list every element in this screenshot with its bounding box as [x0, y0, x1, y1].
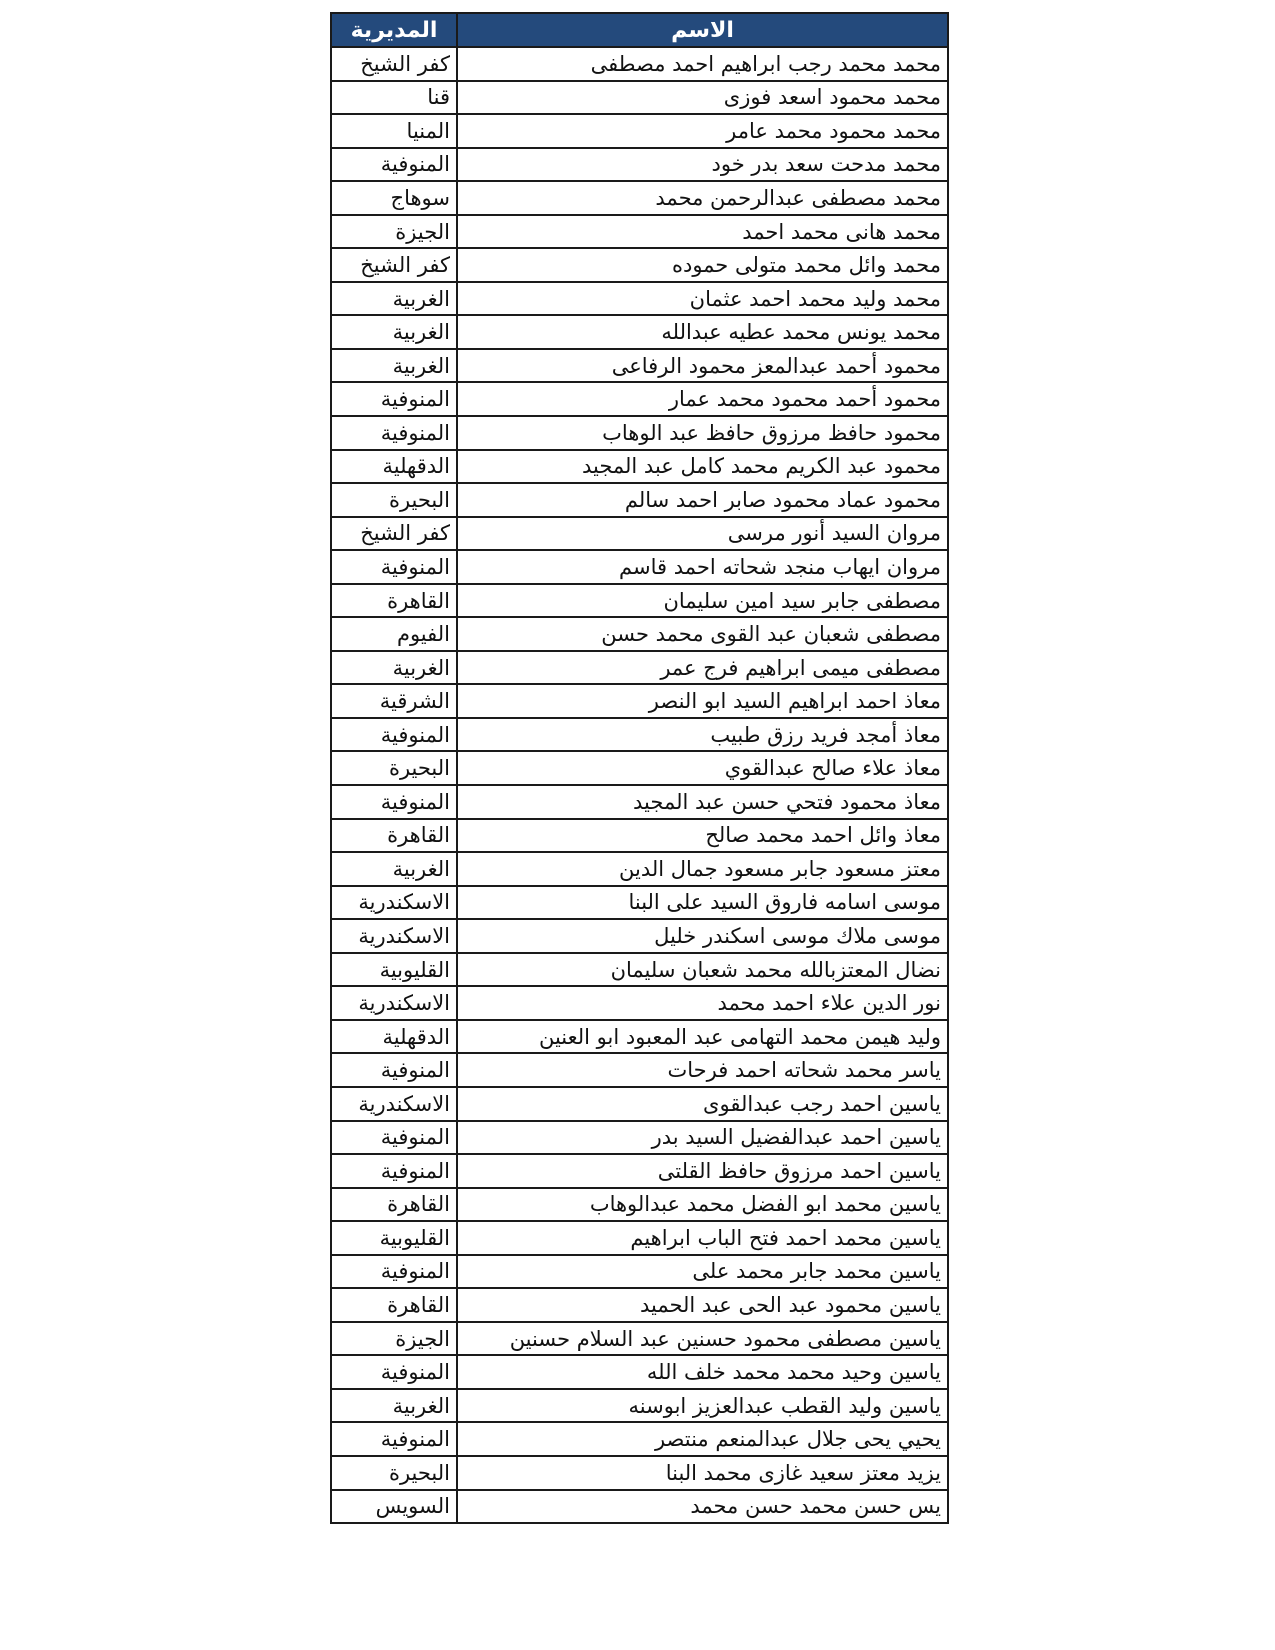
name-cell: ياسين احمد مرزوق حافظ القلتى [457, 1154, 948, 1188]
table-row [331, 550, 948, 584]
name-cell: مصطفى جابر سيد امين سليمان [457, 584, 948, 618]
table-row [331, 114, 948, 148]
governorate-cell: الغربية [331, 349, 457, 383]
governorate-cell: المنوفية [331, 1355, 457, 1389]
governorate-cell: الاسكندرية [331, 986, 457, 1020]
governorate-cell: السويس [331, 1490, 457, 1524]
name-cell: محمد وليد محمد احمد عثمان [457, 282, 948, 316]
governorate-cell: الاسكندرية [331, 886, 457, 920]
governorate-cell: المنوفية [331, 382, 457, 416]
table-row [331, 886, 948, 920]
table-row [331, 617, 948, 651]
table-row [331, 1355, 948, 1389]
governorate-cell: الدقهلية [331, 1020, 457, 1054]
governorate-cell: الفيوم [331, 617, 457, 651]
table-row [331, 248, 948, 282]
governorate-cell: المنوفية [331, 550, 457, 584]
governorate-cell: الغربية [331, 651, 457, 685]
name-cell: ياسين محمد ابو الفضل محمد عبدالوهاب [457, 1188, 948, 1222]
name-cell: مصطفى ميمى ابراهيم فرج عمر [457, 651, 948, 685]
table-row [331, 215, 948, 249]
table-row [331, 953, 948, 987]
table-row [331, 1389, 948, 1423]
name-cell: محمود أحمد محمود محمد عمار [457, 382, 948, 416]
governorate-cell: البحيرة [331, 1456, 457, 1490]
name-cell: ياسين وليد القطب عبدالعزيز ابوسنه [457, 1389, 948, 1423]
name-cell: محمود حافظ مرزوق حافظ عبد الوهاب [457, 416, 948, 450]
table-row [331, 852, 948, 886]
name-cell: محمد مدحت سعد بدر خود [457, 148, 948, 182]
governorate-cell: المنوفية [331, 1121, 457, 1155]
governorate-cell: سوهاج [331, 181, 457, 215]
table-row [331, 47, 948, 81]
table-row [331, 517, 948, 551]
name-cell: يس حسن محمد حسن محمد [457, 1490, 948, 1524]
name-cell: ياسين احمد رجب عبدالقوى [457, 1087, 948, 1121]
table-row [331, 1221, 948, 1255]
table-row [331, 651, 948, 685]
governorate-cell: القليوبية [331, 1221, 457, 1255]
governorate-cell: كفر الشيخ [331, 248, 457, 282]
table-row [331, 819, 948, 853]
governorate-cell: البحيرة [331, 483, 457, 517]
table-row [331, 450, 948, 484]
roster-sheet [330, 12, 947, 1524]
table-row [331, 1121, 948, 1155]
name-cell: محمد هانى محمد احمد [457, 215, 948, 249]
name-cell: محمود أحمد عبدالمعز محمود الرفاعى [457, 349, 948, 383]
table-row [331, 349, 948, 383]
roster-body [331, 47, 948, 1523]
table-row [331, 751, 948, 785]
table-row [331, 181, 948, 215]
governorate-cell: الغربية [331, 315, 457, 349]
governorate-cell: المنيا [331, 114, 457, 148]
governorate-header: المديرية [331, 13, 457, 47]
name-cell: موسى ملاك موسى اسكندر خليل [457, 919, 948, 953]
name-cell: نور الدين علاء احمد محمد [457, 986, 948, 1020]
table-row [331, 1020, 948, 1054]
name-cell: موسى اسامه فاروق السيد على البنا [457, 886, 948, 920]
name-cell: يزيد معتز سعيد غازى محمد البنا [457, 1456, 948, 1490]
governorate-cell: المنوفية [331, 1422, 457, 1456]
name-cell: معاذ أمجد فريد رزق طبيب [457, 718, 948, 752]
name-cell: ياسين احمد عبدالفضيل السيد بدر [457, 1121, 948, 1155]
name-cell: ياسين وحيد محمد محمد خلف الله [457, 1355, 948, 1389]
name-cell: محمود عبد الكريم محمد كامل عبد المجيد [457, 450, 948, 484]
governorate-cell: البحيرة [331, 751, 457, 785]
governorate-cell: المنوفية [331, 416, 457, 450]
governorate-cell: القاهرة [331, 584, 457, 618]
table-row [331, 148, 948, 182]
table-row [331, 282, 948, 316]
name-cell: محمد يونس محمد عطيه عبدالله [457, 315, 948, 349]
table-row [331, 1188, 948, 1222]
governorate-cell: الجيزة [331, 215, 457, 249]
roster-table [330, 12, 949, 1524]
table-row [331, 416, 948, 450]
table-row [331, 315, 948, 349]
name-cell: مصطفى شعبان عبد القوى محمد حسن [457, 617, 948, 651]
table-row [331, 1053, 948, 1087]
name-cell: مروان السيد أنور مرسى [457, 517, 948, 551]
name-cell: ياسين محمد احمد فتح الباب ابراهيم [457, 1221, 948, 1255]
governorate-cell: الغربية [331, 282, 457, 316]
table-row [331, 81, 948, 115]
table-row [331, 919, 948, 953]
table-row [331, 684, 948, 718]
name-cell: وليد هيمن محمد التهامى عبد المعبود ابو العنين [457, 1020, 948, 1054]
governorate-cell: الغربية [331, 852, 457, 886]
governorate-cell: الدقهلية [331, 450, 457, 484]
governorate-cell: القاهرة [331, 1188, 457, 1222]
governorate-cell: المنوفية [331, 1053, 457, 1087]
governorate-cell: القاهرة [331, 819, 457, 853]
governorate-cell: المنوفية [331, 148, 457, 182]
name-cell: محمود عماد محمود صابر احمد سالم [457, 483, 948, 517]
governorate-cell: المنوفية [331, 785, 457, 819]
governorate-cell: المنوفية [331, 1255, 457, 1289]
table-row [331, 785, 948, 819]
governorate-cell: الغربية [331, 1389, 457, 1423]
name-cell: ياسين محمد جابر محمد على [457, 1255, 948, 1289]
name-cell: ياسين محمود عبد الحى عبد الحميد [457, 1288, 948, 1322]
name-cell: يحيي يحى جلال عبدالمنعم منتصر [457, 1422, 948, 1456]
governorate-cell: الاسكندرية [331, 1087, 457, 1121]
name-cell: ياسين مصطفى محمود حسنين عبد السلام حسنين [457, 1322, 948, 1356]
table-row [331, 1456, 948, 1490]
table-row [331, 986, 948, 1020]
governorate-cell: القاهرة [331, 1288, 457, 1322]
table-row [331, 1422, 948, 1456]
governorate-cell: كفر الشيخ [331, 517, 457, 551]
table-row [331, 1154, 948, 1188]
name-cell: معاذ وائل احمد محمد صالح [457, 819, 948, 853]
table-row [331, 483, 948, 517]
table-row [331, 382, 948, 416]
name-cell: مروان ايهاب منجد شحاته احمد قاسم [457, 550, 948, 584]
table-row [331, 718, 948, 752]
name-cell: محمد محمد رجب ابراهيم احمد مصطفى [457, 47, 948, 81]
name-cell: معاذ احمد ابراهيم السيد ابو النصر [457, 684, 948, 718]
header-row [331, 13, 948, 47]
governorate-cell: كفر الشيخ [331, 47, 457, 81]
name-cell: معاذ محمود فتحي حسن عبد المجيد [457, 785, 948, 819]
name-cell: محمد محمود اسعد فوزى [457, 81, 948, 115]
table-row [331, 1255, 948, 1289]
table-row [331, 584, 948, 618]
name-cell: محمد وائل محمد متولى حموده [457, 248, 948, 282]
name-cell: محمد مصطفى عبدالرحمن محمد [457, 181, 948, 215]
name-header: الاسم [457, 13, 948, 47]
table-row [331, 1322, 948, 1356]
governorate-cell: الشرقية [331, 684, 457, 718]
name-cell: نضال المعتزبالله محمد شعبان سليمان [457, 953, 948, 987]
name-cell: ياسر محمد شحاته احمد فرحات [457, 1053, 948, 1087]
governorate-cell: القليوبية [331, 953, 457, 987]
name-cell: معتز مسعود جابر مسعود جمال الدين [457, 852, 948, 886]
name-cell: محمد محمود محمد عامر [457, 114, 948, 148]
table-row [331, 1288, 948, 1322]
governorate-cell: الاسكندرية [331, 919, 457, 953]
table-row [331, 1087, 948, 1121]
governorate-cell: قنا [331, 81, 457, 115]
governorate-cell: الجيزة [331, 1322, 457, 1356]
name-cell: معاذ علاء صالح عبدالقوي [457, 751, 948, 785]
table-row [331, 1490, 948, 1524]
governorate-cell: المنوفية [331, 1154, 457, 1188]
governorate-cell: المنوفية [331, 718, 457, 752]
